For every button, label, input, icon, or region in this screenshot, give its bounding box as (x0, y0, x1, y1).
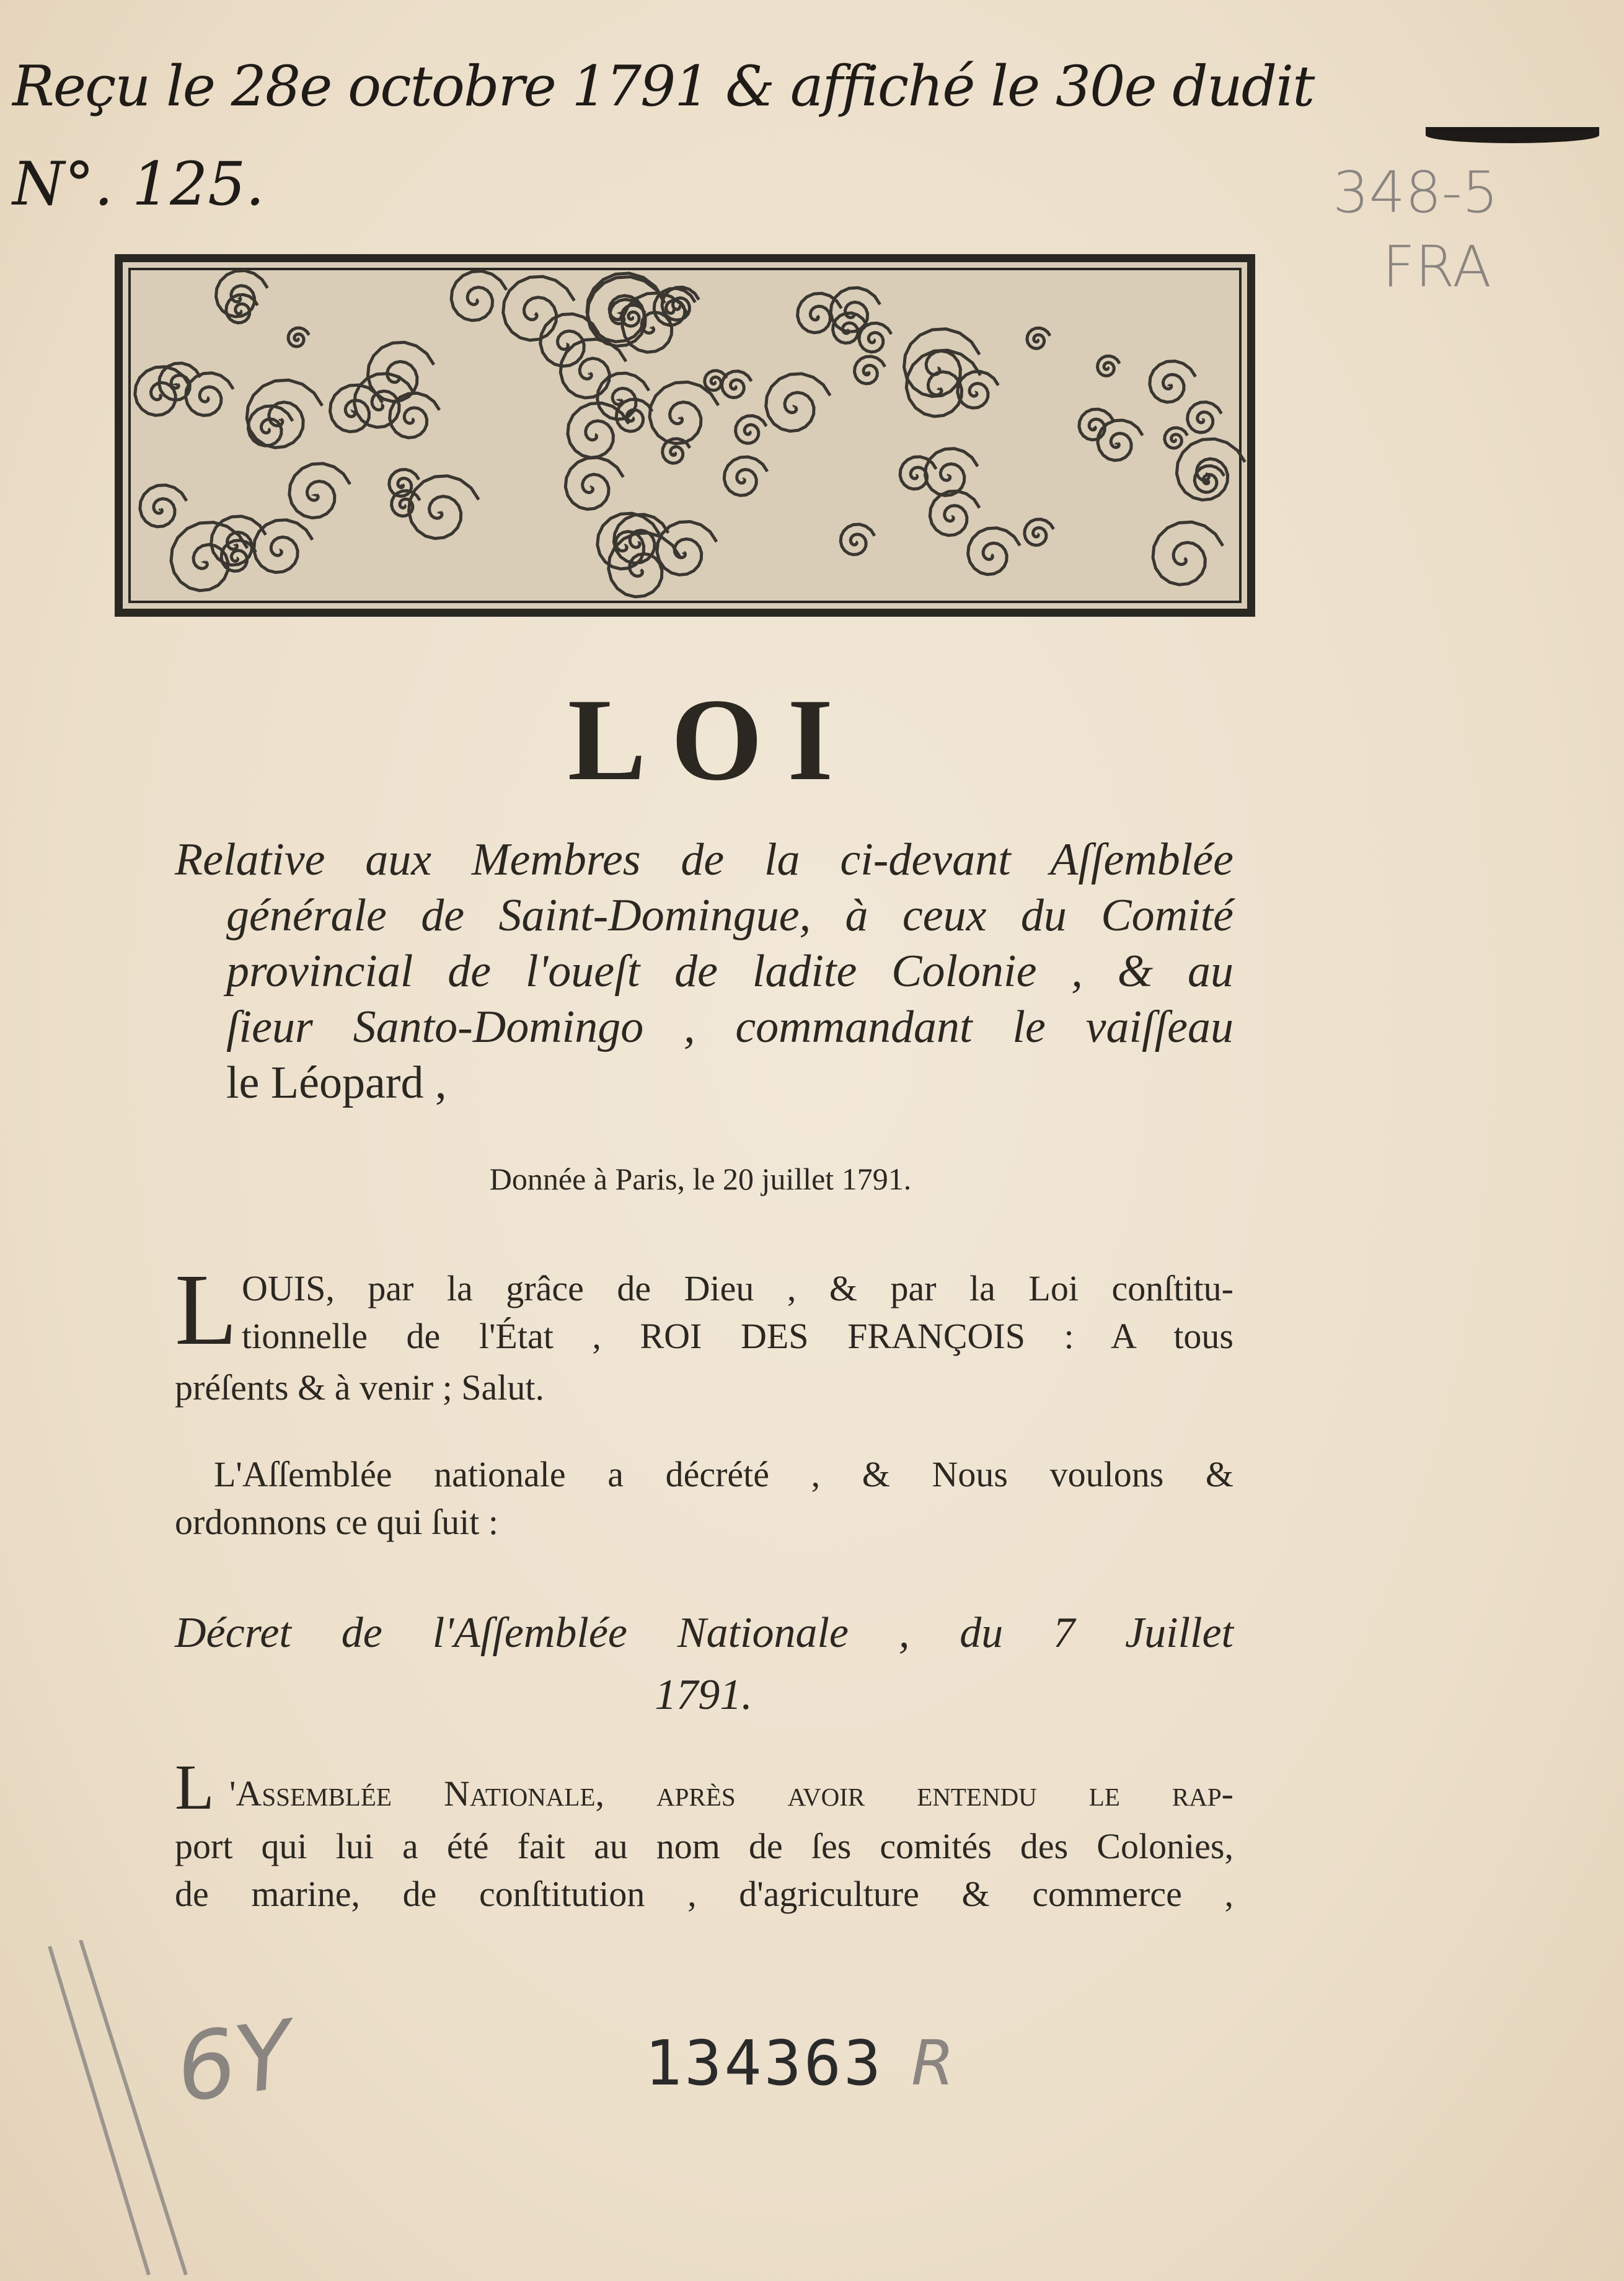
pencil-mark-left: 6Y (169, 2000, 300, 2124)
enactment-line: L'Aſſemblée nationale a décrété , & Nous voulons & (214, 1454, 1233, 1494)
preamble-line: tionnelle de l'État , ROI DES FRANÇOIS : A tous (242, 1316, 1233, 1356)
decree-heading: Décret de l'Aſſemblée Nationale , du 7 Juillet (175, 1609, 1233, 1657)
decree-body-line: port qui lui a été fait au nom de ſes comités des Colonies, (175, 1826, 1233, 1866)
page-title: LOI (567, 675, 858, 805)
pencil-shelfmark-2: FRA (1382, 234, 1492, 300)
subtitle-line: Relative aux Membres de la ci-devant Aſſemblée (175, 834, 1233, 885)
preamble-line: OUIS, par la grâce de Dieu , & par la Loi conſtitu- (242, 1268, 1233, 1308)
pencil-strokes (37, 1940, 198, 2281)
handwritten-receipt-note: Reçu le 28e octobre 1791 & affiché le 30e dudit (12, 54, 1314, 119)
decree-body-line: de marine, de conſtitution , d'agriculture & commerce , (175, 1874, 1233, 1914)
subtitle-line: ſieur Santo-Domingo , commandant le vaiſſeau (226, 1002, 1233, 1052)
enactment-line: ordonnons ce qui ſuit : (175, 1502, 498, 1542)
decree-body-line: 'Assemblée Nationale, après avoir entendu le rap- (229, 1773, 1233, 1814)
ink-smudge (1426, 127, 1599, 143)
drop-cap: L (175, 1752, 214, 1823)
pencil-shelfmark-1: 348-5 (1333, 159, 1499, 226)
decree-heading-year: 1791. (655, 1671, 752, 1719)
stamp-number: 134363 (645, 2027, 884, 2099)
ornamental-headpiece (115, 254, 1255, 617)
drop-cap: L (175, 1253, 237, 1366)
subtitle-line: le Léopard , (226, 1057, 447, 1108)
pencil-mark-r: R (911, 2027, 955, 2099)
subtitle-line: provincial de l'oueſt de ladite Colonie , & au (226, 946, 1233, 997)
dateline: Donnée à Paris, le 20 juillet 1791. (489, 1162, 912, 1196)
handwritten-number: N°. 125. (12, 149, 265, 219)
preamble-line: préſents & à venir ; Salut. (175, 1367, 544, 1408)
subtitle-line: générale de Saint-Domingue, à ceux du Comité (226, 890, 1233, 941)
